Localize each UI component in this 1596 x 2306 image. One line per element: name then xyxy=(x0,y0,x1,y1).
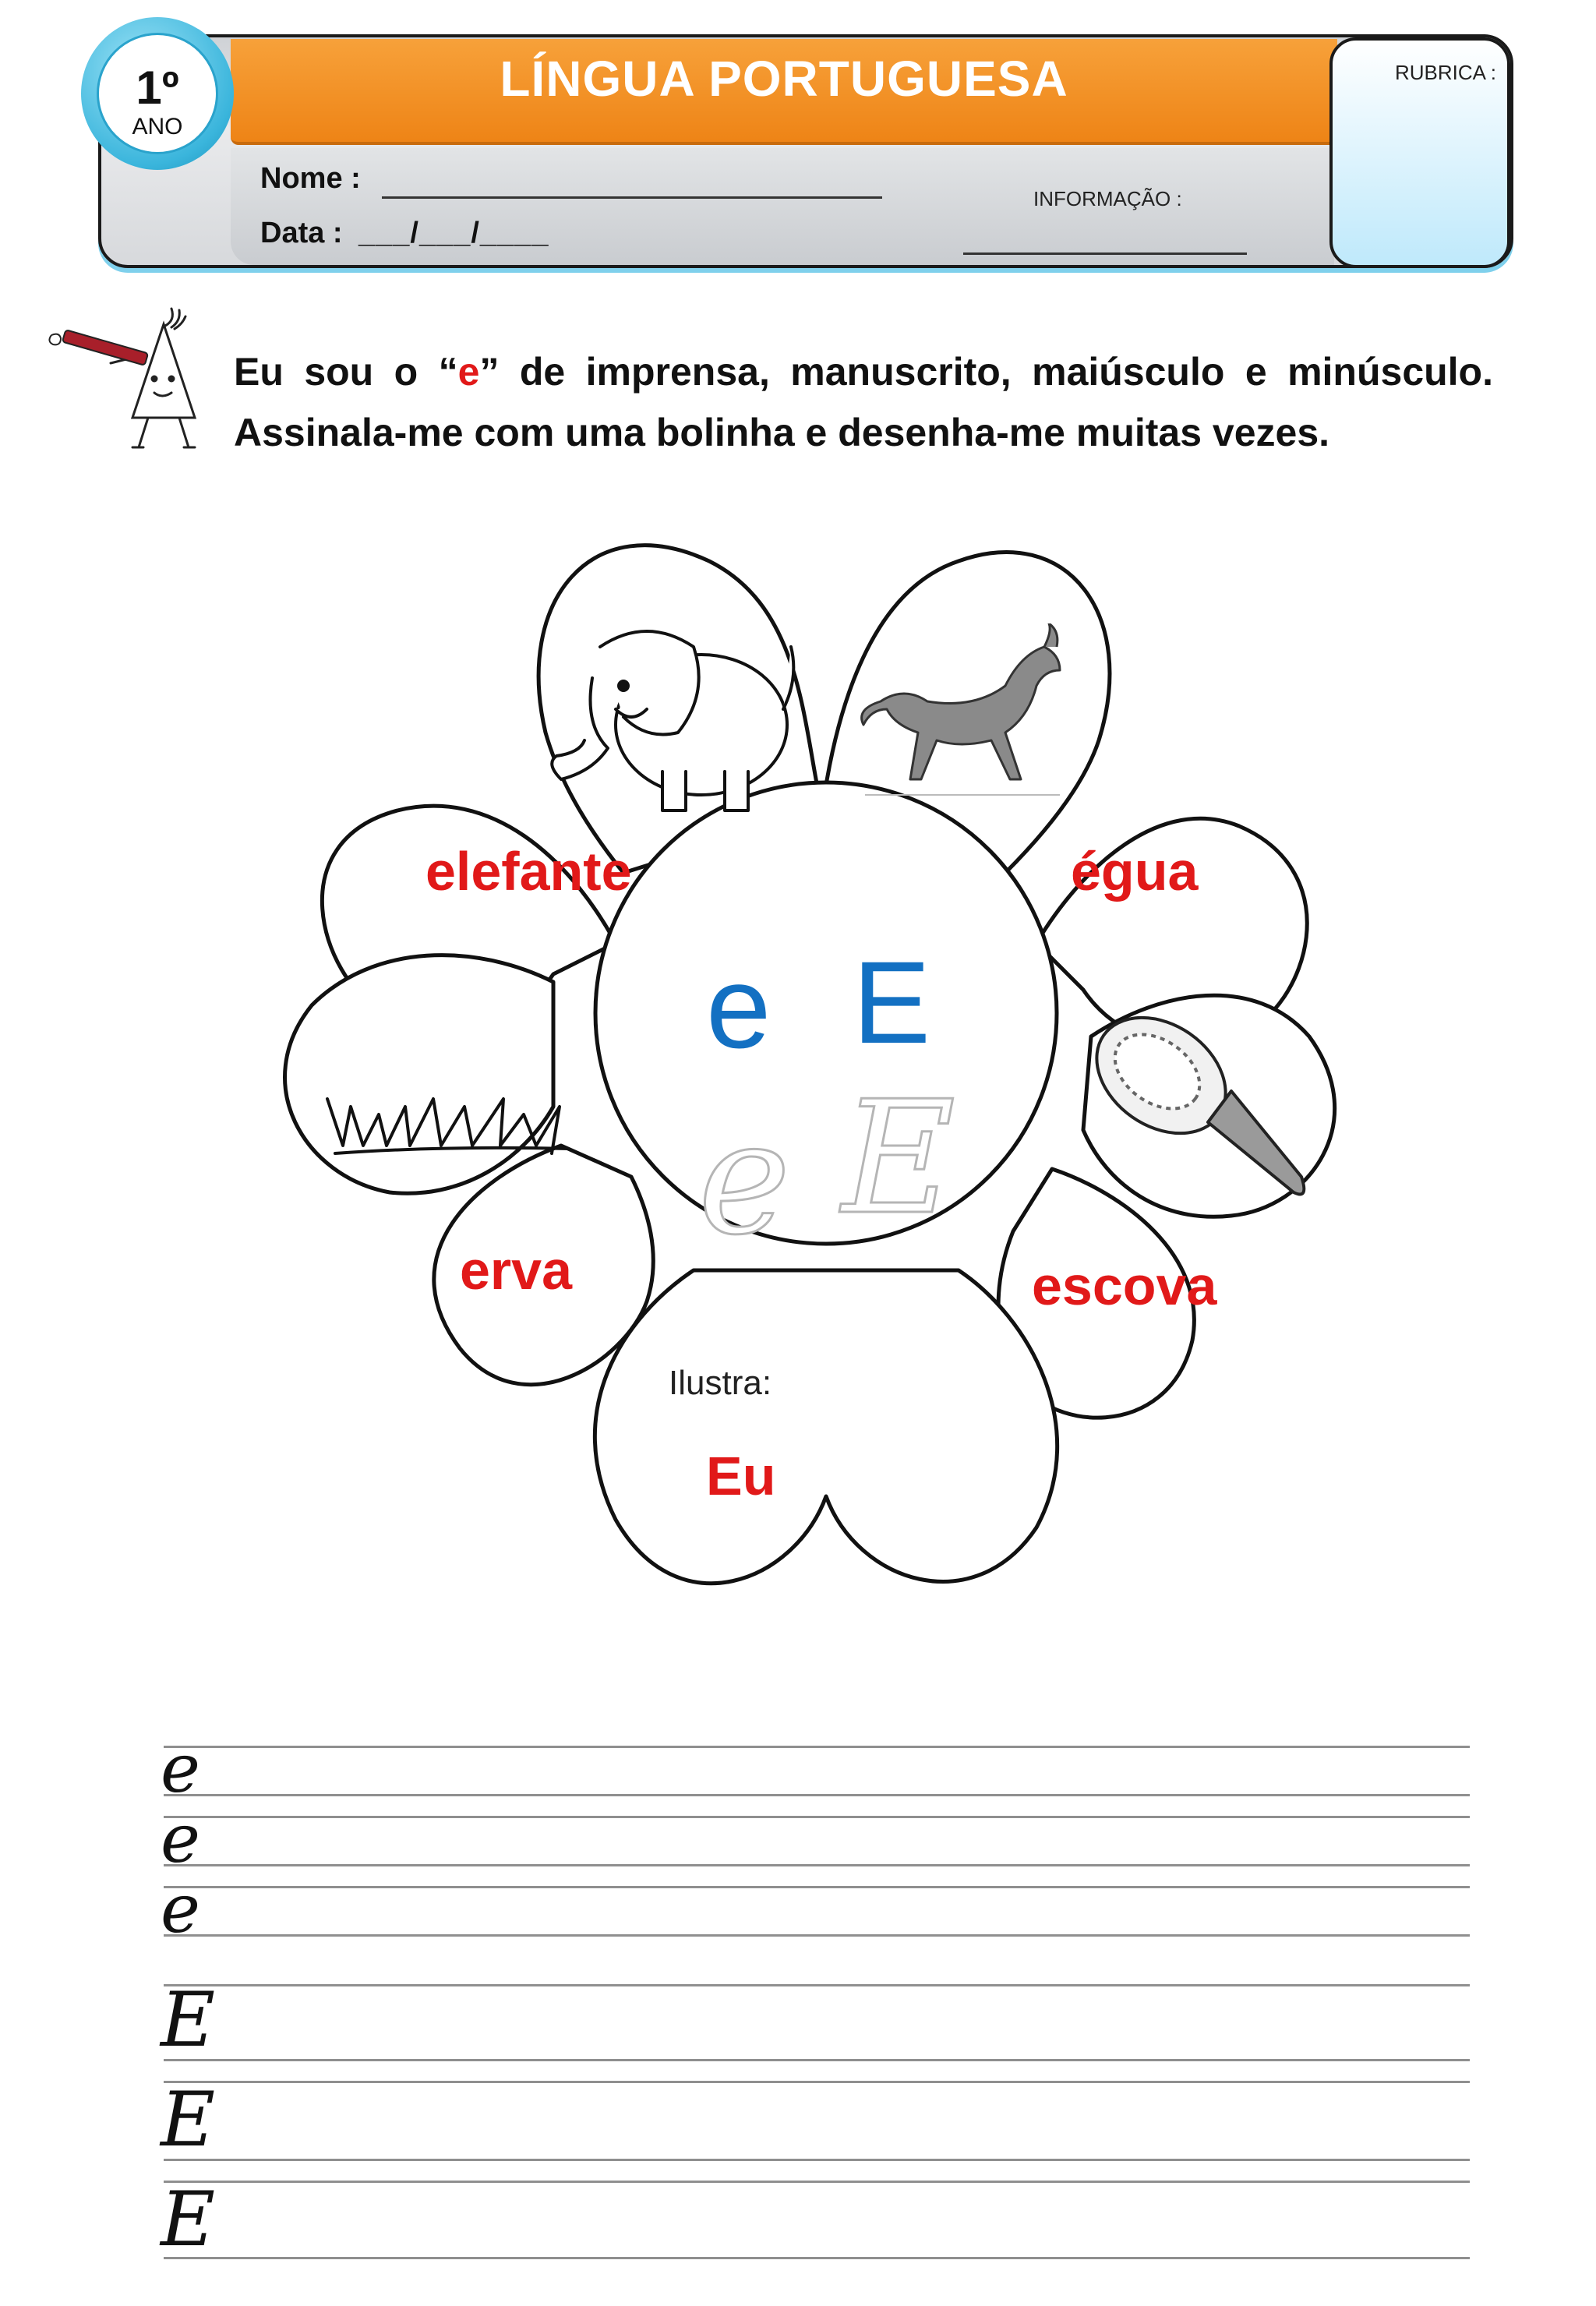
practice-lowercase-sample: e xyxy=(161,1870,200,1948)
center-print-uppercase: E xyxy=(853,937,931,1068)
writing-line[interactable] xyxy=(164,2059,1470,2061)
practice-lowercase-sample: e xyxy=(161,1730,200,1808)
illustrate-label: Ilustra: xyxy=(669,1364,772,1402)
grade-year-label: ANO xyxy=(132,114,183,139)
writing-line[interactable] xyxy=(164,1934,1470,1937)
practice-uppercase-sample: E xyxy=(161,2076,216,2163)
name-label: Nome : xyxy=(260,162,361,195)
writing-line[interactable] xyxy=(164,2181,1470,2183)
writing-line[interactable] xyxy=(164,1864,1470,1866)
writing-line[interactable] xyxy=(164,1794,1470,1796)
rubrica-label: RUBRICA : xyxy=(1394,61,1496,84)
subject-title: LÍNGUA PORTUGUESA xyxy=(500,51,1068,107)
info-field[interactable] xyxy=(963,252,1247,255)
pencil-character-icon xyxy=(47,301,226,457)
writing-line[interactable] xyxy=(164,2159,1470,2161)
grade-number: 1º xyxy=(136,62,179,114)
writing-line[interactable] xyxy=(164,1816,1470,1818)
elephant-illustration xyxy=(546,616,810,826)
word-elefante: elefante xyxy=(425,841,632,902)
illustrate-word: Eu xyxy=(706,1446,776,1506)
center-print-lowercase: e xyxy=(706,941,772,1072)
highlight-letter: e xyxy=(457,350,480,394)
brush-illustration xyxy=(1083,1005,1317,1216)
writing-line[interactable] xyxy=(164,1746,1470,1748)
horse-illustration xyxy=(849,623,1083,810)
practice-lowercase-sample: e xyxy=(161,1800,200,1878)
word-erva: erva xyxy=(460,1240,573,1301)
instruction-line-2: Assinala-me com uma bolinha e desenha-me muitas vezes. xyxy=(234,411,1330,454)
word-escova: escova xyxy=(1032,1255,1217,1316)
center-cursive-uppercase: E xyxy=(842,1068,955,1249)
date-label: Data : xyxy=(260,217,343,249)
practice-uppercase-sample: E xyxy=(161,2176,216,2263)
illustrate-drawing-area[interactable] xyxy=(592,1418,1029,1574)
center-cursive-lowercase: e xyxy=(698,1088,791,1270)
writing-line[interactable] xyxy=(164,1886,1470,1888)
info-label: INFORMAÇÃO : xyxy=(1033,187,1182,210)
grass-illustration xyxy=(320,1083,569,1169)
instruction-line-1: Eu sou o “e” de imprensa, manuscrito, maiúsculo e minúsculo. xyxy=(234,350,1493,394)
writing-line[interactable] xyxy=(164,1984,1470,1986)
name-field[interactable] xyxy=(382,196,882,199)
writing-line[interactable] xyxy=(164,2081,1470,2083)
flower-center xyxy=(595,782,1057,1244)
word-egua: égua xyxy=(1071,841,1199,902)
date-field[interactable]: ___/___/____ xyxy=(358,217,549,249)
practice-uppercase-sample: E xyxy=(161,1976,216,2064)
writing-line[interactable] xyxy=(164,2257,1470,2259)
